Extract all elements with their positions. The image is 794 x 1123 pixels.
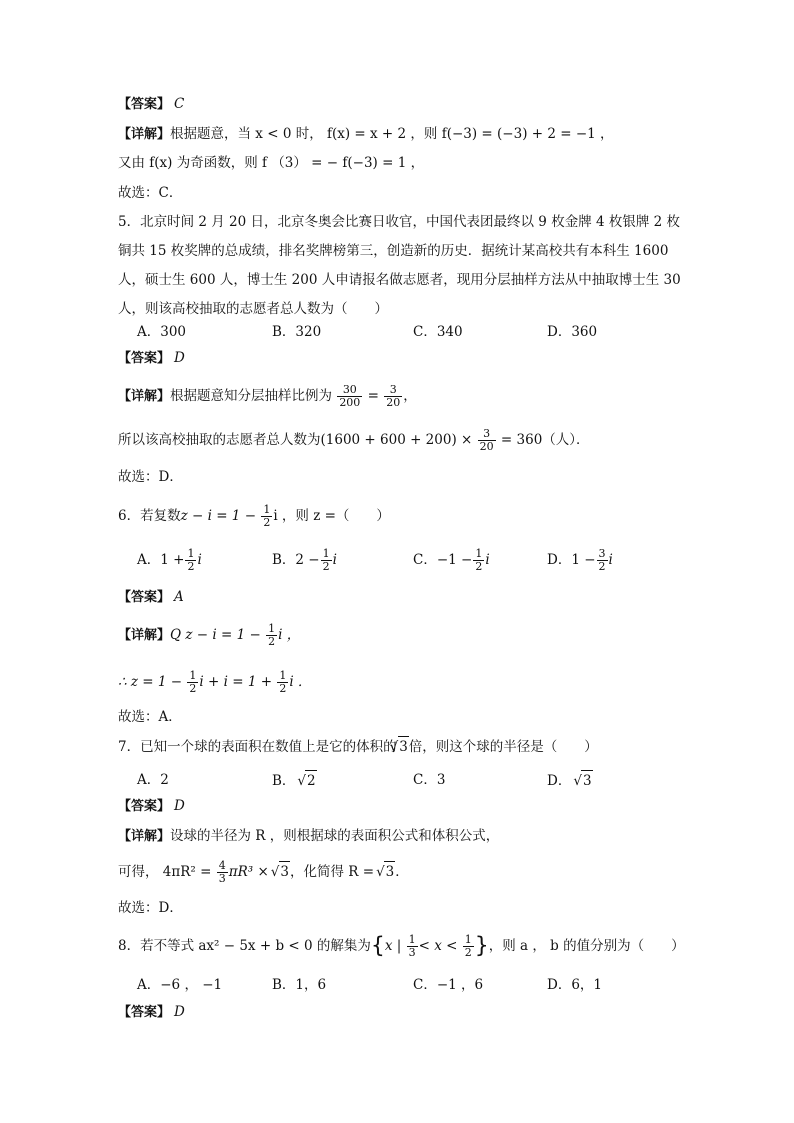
q8-option-d: D．6，1 bbox=[547, 977, 603, 993]
answer-label: 【答案】 bbox=[118, 97, 171, 112]
answer-label: 【答案】 bbox=[118, 351, 171, 366]
answer-value: D bbox=[174, 1004, 185, 1020]
math: i ． bbox=[289, 674, 312, 690]
opt-text: A．2 bbox=[137, 772, 169, 788]
frac-num: 1 bbox=[279, 669, 287, 682]
sqrt: √ 3 bbox=[279, 861, 290, 882]
stem-text: 倍，则这个球的半径是（ ） bbox=[408, 739, 598, 755]
detail-text: ，化简得 R = bbox=[290, 864, 375, 880]
answer-value: A bbox=[174, 589, 184, 605]
fraction bbox=[478, 428, 496, 453]
sqrt: √ 2 bbox=[305, 770, 316, 791]
q7-stem bbox=[118, 736, 598, 757]
stem-text: 8．若不等式 ax² − 5x + b < 0 的解集为 bbox=[118, 938, 371, 954]
q7-conclusion: 故选：D． bbox=[118, 900, 183, 916]
answer-label: 【答案】 bbox=[118, 590, 171, 605]
q7-detail-line-2 bbox=[118, 860, 409, 885]
q8-answer-line bbox=[118, 1002, 185, 1023]
q5-option-a: A．300 bbox=[137, 324, 187, 340]
frac-num: 3 bbox=[384, 384, 402, 397]
punct: ． bbox=[395, 864, 409, 880]
opt-text: C．3 bbox=[413, 772, 446, 788]
frac-num: 1 bbox=[322, 547, 330, 560]
q7-option-c bbox=[413, 770, 445, 790]
detail-label: 【详解】 bbox=[118, 628, 171, 643]
fraction bbox=[337, 384, 362, 409]
q5-stem-line-4: 人，则该高校抽取的志愿者总人数为（ ） bbox=[118, 301, 388, 317]
sqrt: √ 3 bbox=[384, 861, 395, 882]
opt-text: i bbox=[197, 552, 202, 568]
q6-answer-line bbox=[118, 587, 184, 608]
math: < x < bbox=[418, 938, 458, 954]
math: x | bbox=[384, 938, 402, 954]
detail-text: 设球的半径为 R ，则根据球的表面积公式和体积公式， bbox=[170, 828, 500, 844]
frac-den: 3 bbox=[218, 872, 226, 885]
q5-conclusion: 故选：D． bbox=[118, 469, 183, 485]
stem-text: 6．若复数 bbox=[118, 508, 181, 524]
frac-num: 1 bbox=[189, 669, 197, 682]
fraction bbox=[463, 934, 474, 959]
frac-num: 1 bbox=[268, 622, 276, 635]
q8-option-c: C．−1 ，6 bbox=[413, 977, 484, 993]
q6-option-b bbox=[272, 548, 337, 573]
detail-text: 可得， 4πR² = bbox=[118, 864, 212, 880]
fraction bbox=[266, 623, 277, 648]
fraction bbox=[407, 934, 418, 959]
opt-text: D． bbox=[547, 773, 572, 789]
detail-label: 【详解】 bbox=[118, 389, 171, 404]
q8-option-a: A．−6 ， −1 bbox=[137, 977, 223, 993]
fraction bbox=[473, 548, 484, 573]
q4-answer-line bbox=[118, 94, 184, 115]
answer-value: D bbox=[174, 798, 185, 814]
q6-stem bbox=[118, 504, 390, 529]
answer-label: 【答案】 bbox=[118, 799, 171, 814]
opt-text: C．−1 − bbox=[413, 552, 473, 568]
math: z − i = 1 − bbox=[180, 508, 257, 524]
opt-text: D．1 − bbox=[547, 552, 596, 568]
q7-option-b bbox=[272, 770, 317, 791]
q7-detail-line-1 bbox=[118, 826, 499, 847]
right-brace: } bbox=[474, 933, 489, 959]
frac-num: 1 bbox=[187, 547, 195, 560]
punct: ， bbox=[403, 388, 417, 404]
math: i + i = 1 + bbox=[199, 674, 273, 690]
equals: = bbox=[367, 388, 379, 404]
frac-den: 200 bbox=[339, 396, 361, 409]
q5-option-b: B．320 bbox=[272, 324, 322, 340]
math: πR³ × bbox=[228, 864, 269, 880]
frac-num: 1 bbox=[475, 547, 483, 560]
q7-option-d bbox=[547, 770, 593, 791]
q4-detail-line-2: 又由 f(x) 为奇函数，则 f （3） = − f(−3) = 1 ， bbox=[118, 155, 425, 171]
math: i ， bbox=[278, 627, 301, 643]
q7-option-a bbox=[137, 770, 169, 790]
answer-value: D bbox=[174, 350, 185, 366]
detail-text: 根据题意，当 x < 0 时， f(x) = x + 2 ，则 f(−3) = (−3) + 2 = −1 ， bbox=[170, 126, 614, 142]
frac-den: 2 bbox=[189, 682, 197, 695]
detail-text: 根据题意知分层抽样比例为 bbox=[170, 388, 333, 404]
fraction bbox=[321, 548, 332, 573]
opt-text: i bbox=[485, 552, 490, 568]
opt-text: i bbox=[332, 552, 337, 568]
math: (1600 + 600 + 200) × bbox=[320, 432, 473, 448]
q6-option-a bbox=[137, 548, 202, 573]
frac-den: 2 bbox=[279, 682, 287, 695]
q5-option-d: D．360 bbox=[547, 324, 598, 340]
q7-answer-line bbox=[118, 796, 185, 817]
fraction bbox=[597, 548, 608, 573]
frac-den: 20 bbox=[386, 396, 401, 409]
q5-detail-line-2 bbox=[118, 428, 590, 453]
frac-num: 1 bbox=[263, 503, 271, 516]
detail-label: 【详解】 bbox=[118, 127, 171, 142]
detail-label: 【详解】 bbox=[118, 829, 171, 844]
frac-num: 4 bbox=[218, 859, 226, 872]
answer-value: C bbox=[174, 96, 185, 112]
fraction bbox=[185, 548, 196, 573]
q6-option-d bbox=[547, 548, 613, 573]
frac-num: 1 bbox=[408, 933, 416, 946]
fraction bbox=[217, 860, 228, 885]
frac-den: 2 bbox=[475, 560, 483, 573]
opt-text: B．2 − bbox=[272, 552, 320, 568]
sqrt: √ 3 bbox=[581, 770, 592, 791]
frac-den: 2 bbox=[268, 635, 276, 648]
detail-text: 所以该高校抽取的志愿者总人数为 bbox=[118, 432, 321, 448]
frac-den: 2 bbox=[464, 946, 472, 959]
fraction bbox=[277, 670, 288, 695]
q6-detail-line-1 bbox=[118, 623, 300, 648]
q5-detail-line-1 bbox=[118, 384, 417, 409]
q6-detail-line-2 bbox=[118, 670, 311, 695]
q5-option-c: C．340 bbox=[413, 324, 463, 340]
q6-conclusion: 故选：A． bbox=[118, 709, 182, 725]
q5-stem-line-1: 5．北京时间 2 月 20 日，北京冬奥会比赛日收官，中国代表团最终以 9 枚金牌 4 枚银牌 2 枚 bbox=[118, 214, 681, 230]
opt-text: i bbox=[608, 552, 613, 568]
q8-option-b: B．1，6 bbox=[272, 977, 327, 993]
frac-den: 2 bbox=[598, 560, 606, 573]
fraction bbox=[261, 504, 272, 529]
left-brace: { bbox=[370, 933, 385, 959]
frac-num: 3 bbox=[478, 428, 496, 441]
frac-den: 20 bbox=[479, 440, 494, 453]
answer-label: 【答案】 bbox=[118, 1005, 171, 1020]
sqrt: √ 3 bbox=[398, 736, 409, 757]
q5-stem-line-2: 铜共 15 枚奖牌的总成绩，排名奖牌榜第三，创造新的历史．据统计某高校共有本科生 1600 bbox=[118, 243, 669, 259]
frac-num: 1 bbox=[464, 933, 472, 946]
frac-num: 30 bbox=[337, 384, 362, 397]
math: ∴ z = 1 − bbox=[118, 674, 183, 690]
math: Q z − i = 1 − bbox=[170, 627, 261, 643]
stem-text: 7．已知一个球的表面积在数值上是它的体积的 bbox=[118, 739, 397, 755]
frac-num: 3 bbox=[598, 547, 606, 560]
fraction bbox=[187, 670, 198, 695]
opt-text: B． bbox=[272, 773, 296, 789]
fraction bbox=[384, 384, 402, 409]
frac-den: 2 bbox=[263, 516, 271, 529]
q4-conclusion: 故选：C． bbox=[118, 185, 183, 201]
frac-den: 2 bbox=[187, 560, 195, 573]
opt-text: A．1 + bbox=[137, 552, 185, 568]
stem-text: ，则 a ， b 的值分别为（ ） bbox=[488, 938, 685, 954]
q8-stem bbox=[118, 934, 685, 959]
stem-text: i ，则 z =（ ） bbox=[273, 508, 390, 524]
q4-detail-line-1 bbox=[118, 124, 614, 145]
q6-option-c bbox=[413, 548, 490, 573]
q5-stem-line-3: 人，硕士生 600 人，博士生 200 人申请报名做志愿者，现用分层抽样方法从中抽取博士生 30 bbox=[118, 272, 681, 288]
frac-den: 2 bbox=[322, 560, 330, 573]
q5-answer-line bbox=[118, 348, 185, 369]
frac-den: 3 bbox=[408, 946, 416, 959]
detail-text: = 360（人）． bbox=[500, 432, 590, 448]
